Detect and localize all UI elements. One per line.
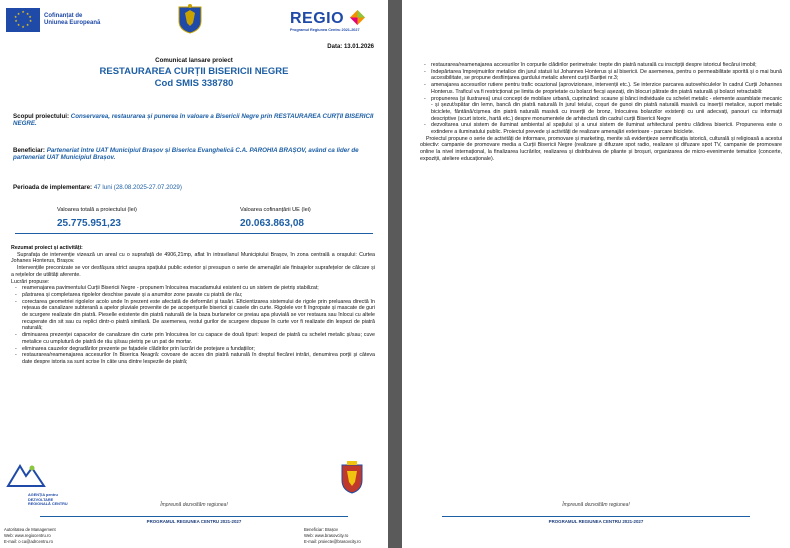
values-divider: [15, 233, 373, 234]
total-value-label: Valoarea totală a proiectului (lei): [57, 207, 137, 213]
romania-crest-icon: [176, 3, 204, 34]
period-label: Perioada de implementare:: [13, 184, 93, 191]
regio-wordmark: REGIO: [290, 10, 345, 27]
summary-section: [11, 245, 375, 366]
beneficiary-row: [13, 147, 383, 161]
footer-divider: [40, 516, 348, 517]
scope-value: Conservarea, restaurarea și punerea în valoare a Bisericii Negre prin RESTAURAREA CURȚII BISERICII NEGRE.: [13, 113, 374, 127]
summary-intro-2: Intervențiile preconizate se vor desfășura strict asupra spațiului public exterior și presupun o serie de amenajări ale finisajelor suprafețelor de călcare și a rețelelor de utilități aferente.: [11, 265, 375, 278]
project-title: RESTAURAREA CURȚII BISERICII NEGRE: [99, 66, 289, 77]
eu-logo: [6, 8, 100, 32]
works-continued: [420, 62, 782, 163]
footer-program-page-2: PROGRAMUL REGIUNEA CENTRU 2021-2027: [548, 519, 644, 524]
beneficiary-name: Beneficiar: Brașov: [304, 527, 338, 532]
adr-logo-icon: [6, 462, 46, 488]
period-row: [13, 184, 383, 191]
scope-row: [13, 113, 383, 127]
list-item: - păstrarea și completarea rigolelor deschise pavate și a anumitor zone pavate cu piatră de râu;: [22, 292, 375, 299]
eu-flag-icon: ★ ★ ★ ★ ★ ★ ★ ★ ★ ★: [6, 8, 40, 32]
period-value: 47 luni (28.08.2025-27.07.2029): [93, 184, 182, 191]
beneficiary-value: Parteneriat între UAT Municipiul Brașov și Biserica Evanghelică C.A. PAROHIA BRAȘOV, având ca lider de parteneriat UAT Municipiul Brașov.: [13, 147, 359, 161]
list-item: - diminuarea prezenței capacelor de canalizare din curte prin înlocuirea lor cu capace de două tipuri: lespezi de piatră cu schelet metalic și/sau; cuve metalice cu umplutură de piatră de râu și/sau pietriș pe un pat de mortar.: [22, 332, 375, 345]
document-date: Data: 13.01.2026: [327, 44, 374, 50]
document-page-1: [0, 0, 388, 548]
eu-value-label: Valoarea cofinanțării UE (lei): [240, 207, 311, 213]
regio-subtitle: Programul Regiunea Centru 2021-2027: [290, 28, 360, 32]
brasov-crest-icon: [340, 460, 364, 494]
list-item: - eliminarea cauzelor degradărilor prezente pe fațadele clădirilor prin lucrări de protejare a fundațiilor;: [22, 346, 375, 353]
list-item: - restaurarea/reamenajarea accesurilor în Biserica Neagră: covoare de acces din piatră naturală în dreptul fiecărei intrări, denumirea porții și câteva date despre istoria sa sunt scrise în câte una dintre lespezile de piatră;: [22, 352, 375, 365]
beneficiary-email: E-mail: proiecte@brasovcity.ro: [304, 539, 361, 544]
eu-logo-text: Cofinanțat de Uniunea Europeană: [44, 13, 101, 26]
list-item: - propunerea (și ilustrarea) unui concept de mobilare urbană, cuprinzând: scaune și bănci individuale cu schelet metalic - elemente asamblate mecanic - și șezut/spătar din lemn, bancă din piatră naturală în jurul teiului, coșuri de gunoi din piatră naturală masivă cu inserții metalice, suport metalic biciclete, fântână/cișmea din piatră naturală masivă cu inserții de bronz, înlocuirea bolarzilor existenți cu unii adecvați, panouri cu informații descriptive (scurt istoric, hartă etc.) despre monumentele de arhitectură din cadrul curții Bisericii Negre: [431, 96, 782, 123]
summary-heading: Rezumat proiect și activități:: [11, 245, 83, 251]
adr-logo-text: AGENȚIA pentru DEZVOLTARE REGIONALĂ CENTRU: [28, 493, 68, 507]
beneficiary-label: Beneficiar:: [13, 147, 45, 154]
project-code: Cod SMIS 338780: [154, 78, 234, 89]
eu-value: 20.063.863,08: [240, 218, 304, 229]
list-item: - corectarea geometriei rigolelor acolo unde în prezent este afectată de deformări și tasări. Eficientizarea sistemului de rigole prin preluarea directă în rețeaua de canalizare subterană a apelor pluviale provenite de pe acoperișurile bisericii și casele din curte. Rigolele vor fi îngropate și mascate de guri de scurgere realizate din piatră. Pieselle existente din piatră naturală de la baza burlanelor ce preiau apa pluvială se vor restaura sau înlocui cu altele recuperate din sit sau cu replici dintr-o piatră similară. De asemenea, restul gurilor de scurgere dispuse în curte vor fi realizate din lespezi de piatră naturală;: [22, 299, 375, 333]
management-web: Web: www.regiocentru.ro: [4, 533, 51, 538]
management-contact: [4, 527, 56, 545]
management-name: Autoritatea de Management: [4, 527, 56, 532]
scope-label: Scopul proiectului:: [13, 113, 70, 120]
list-item: - reamenajarea pavimentului Curții Bisericii Negre - propunem înlocuirea macadamului existent cu un sistem de pietriș stabilizat;: [22, 285, 375, 292]
footer-slogan-page-2: Împreună dezvoltăm regiunea!: [562, 502, 630, 508]
management-email: E-mail: o ca@adrcentru.ro: [4, 539, 53, 544]
footer-divider-page-2: [442, 516, 750, 517]
document-page-2: [402, 0, 790, 548]
regio-diamond-icon: [350, 10, 365, 25]
beneficiary-contact: [304, 527, 361, 545]
works-list-page-2: [420, 62, 782, 136]
footer-slogan: Împreună dezvoltăm regiunea!: [160, 502, 228, 508]
summary-intro: Suprafața de intervenție vizează un areal cu o suprafață de 4906,21mp, aflat în intravilanul Municipiului Brașov, în zona centrală a orașului: Curtea Johanes Honterus, Brașov.: [11, 251, 375, 265]
works-label: Lucrări propuse:: [11, 278, 50, 285]
closing-paragraph: Proiectul propune o serie de activități de informare, promovare și marketing, menite să evidențieze semnificația istorică, culturală și religioasă a acestui obiectiv: campanie de promovare media a Curții Bisericii Negre (realizare și difuzare spot radio, realizare și difuzare spot TV, campanie de promovare online la nivel internațional, la finalizarea lucrărilor, realizarea și distribuirea de pliante și broșuri, organizarea de micro-evenimente tematice (concerte, expoziții, ateliere educaționale).: [420, 135, 782, 162]
adr-logo: [6, 462, 66, 507]
regio-logo: [290, 10, 382, 32]
announcement-label: Comunicat lansare proiect: [155, 57, 233, 64]
works-list-page-1: [11, 285, 375, 365]
footer-program: PROGRAMUL REGIUNEA CENTRU 2021-2027: [146, 519, 242, 524]
list-item: - îndepărtarea împrejmuirilor metalice din jurul statuii lui Johannes Honterus și al bisericii. De asemenea, pentru o permeabilitate sporită și o mai bună accesibilitate, se propune desființarea gardului metalic aferent curții Bariției nr.3;: [431, 69, 782, 82]
list-item: - restaurarea/reamenajarea accesurilor în corpurile clădirilor perimetrale: trepte din piatră naturală cu inscripții despre istoricul fiecărui imobil;: [431, 62, 782, 69]
beneficiary-web: Web: www.brasovcity.ro: [304, 533, 349, 538]
total-value: 25.775.951,23: [57, 218, 121, 229]
list-item: - amenajarea accesurilor rutiere pentru trafic ocazional (aprovizionare, intervenții etc.). Se interzice parcarea autovehiculelor în cadrul Curții Johannes Honterus. Traficul va fi restricționat pe limita de proprietate cu bolarzi fiecși așezați, din blocuri pătrate din piatră naturală și bolarzi retractabili:: [431, 82, 782, 95]
list-item: - dezvoltarea unui sistem de iluminat ambiental al spațiului și a unui sistem de iluminat arhitectural pentru clădirea bisericii. Propunerea este o extindere a iluminatului public. Proiectul prevede și activități de realizare amenajări exterioare - parcare biciclete.: [431, 122, 782, 135]
